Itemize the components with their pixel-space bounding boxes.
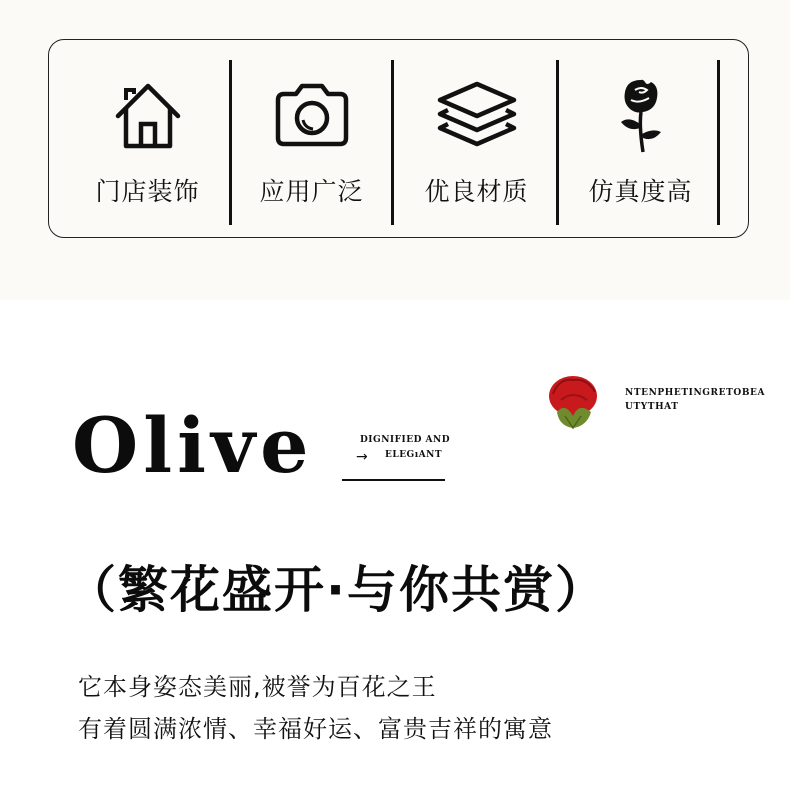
headline: （繁花盛开·与你共赏）	[66, 561, 607, 619]
feature-high-realism	[558, 40, 723, 239]
divider	[717, 60, 720, 225]
feature-store-decoration	[65, 40, 230, 239]
layers-icon	[434, 78, 520, 152]
feature-wide-application	[229, 40, 394, 239]
side-text-line-2: UTYTHAT	[625, 402, 679, 412]
rose-photo	[543, 372, 605, 432]
brand-title: Olive	[72, 401, 314, 490]
brand-tag-line-2: ELEGıANT	[385, 450, 443, 460]
camera-icon	[272, 78, 352, 152]
feature-label: 仿真度高	[588, 177, 693, 206]
description-line-2: 有着圆满浓情、幸福好运、富贵吉祥的寓意	[78, 715, 553, 743]
arrow-icon: →	[356, 449, 368, 465]
brand-tag-line-1: DIGNIFIED AND	[360, 435, 451, 445]
rose-icon	[611, 76, 671, 156]
feature-label: 门店装饰	[95, 177, 200, 206]
feature-box	[48, 39, 749, 238]
description-line-1: 它本身姿态美丽,被誉为百花之王	[78, 673, 437, 701]
feature-label: 应用广泛	[259, 177, 364, 206]
house-icon	[111, 78, 185, 152]
feature-label: 优良材质	[424, 177, 529, 206]
tag-underline	[342, 479, 445, 481]
side-text-line-1: NTENPHETINGRETOBEA	[625, 388, 766, 398]
feature-quality-material	[394, 40, 559, 239]
